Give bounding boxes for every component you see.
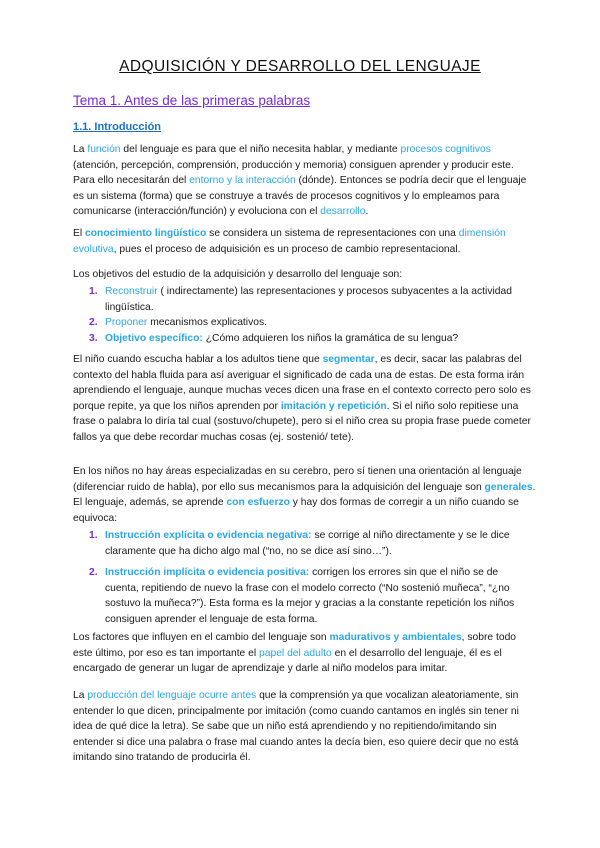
paragraph-factors: Los factores que influyen en el cambio del lenguaje son madurativos y ambientales, sobre todo este último, por eso es tan importante el papel del adulto en el desarrollo del lenguaje, él es el encargado de generar un lugar de aprendizaje y darle al niño modelos para imitar. [73, 632, 517, 674]
section-heading: Tema 1. Antes de las primeras palabras [73, 93, 311, 108]
objectives-list [73, 284, 523, 346]
list-item: 2. Instrucción implícita o evidencia positiva: corrigen los errores sin que el niño se de cuenta, repitiendo de nuevo la frase con el modelo correcto (“No sostenió muñeca”, “¿no sostuvo la muñeca?”). Esta forma es la mejor y gracias a la constante repetición los niños consiguen aprender el lenguaje de esta forma. [89, 567, 515, 625]
paragraph-objectives-intro: Los objetivos del estudio de la adquisición y desarrollo del lenguaje son: [73, 269, 403, 280]
list-item: 1. Reconstruir ( indirectamente) las representaciones y procesos subyacentes a la actividad lingüística. [89, 286, 512, 313]
list-item: 3. Objetivo específico: ¿Cómo adquieren los niños la gramática de su lengua? [89, 332, 459, 344]
paragraph-linguistic-knowledge: El conocimiento lingüístico se considera un sistema de representaciones con una dimensión evolutiva, pues el proceso de adquisición es un proceso de cambio representacional. [73, 228, 506, 255]
list-item: 1. Instrucción explícita o evidencia negativa: se corrige al niño directamente y se le dice claramente que ha dicho algo mal (“no, no se dice así sino…”). [89, 530, 510, 557]
document-title: ADQUISICIÓN Y DESARROLLO DEL LENGUAJE [119, 58, 481, 75]
paragraph-segmentation: El niño cuando escucha hablar a los adultos tiene que segmentar, es decir, sacar las palabras del contexto del habla fluida para así averiguar el significado de cada una de estas. De esta forma irán aprendiendo el lenguaje, aunque muchas veces dicen una frase en el contexto correcto pero solo es porque repite, ya que los niños aprenden por imitación y repetición. Si el niño solo repitiese una frase o palabra lo diría tal cual (sostuvo/chupete), pero si el niño crea su propia frase puede cometer fallos ya que debe recordar muchas cosas (ej. sostenió/ tete). [73, 354, 531, 443]
paragraph-brain-areas: En los niños no hay áreas especializadas en su cerebro, pero sí tienen una orientación al lenguaje (diferenciar ruido de habla), por ello sus mecanismos para la adquisición del lenguaje son generales. El lenguaje, además, se aprende con esfuerzo y hay dos formas de corregir a un niño cuando se equivoca: [73, 466, 536, 524]
subsection-heading: 1.1. Introducción [73, 121, 162, 133]
correction-list [73, 528, 523, 627]
paragraph-production: La producción del lenguaje ocurre antes que la comprensión ya que vocalizan aleatoriamente, sin entender lo que dicen, principalmente por imitación (como cuando cantamos en inglés sin tener ni idea de qué dice la letra). Se sabe que un niño está aprendiendo y no repitiendo/imitando sin entender si dice una palabra o frase mal cuando antes la decía bien, eso quiere decir que no está imitando sino tratando de producirla él. [73, 690, 519, 763]
list-item: 2. Proponer mecanismos explicativos. [89, 317, 267, 328]
paragraph-function: La función del lenguaje es para que el niño necesita hablar, y mediante procesos cognitivos (atención, percepción, comprensión, producción y memoria) consiguen aprender y producir este. Para ello necesitarán del entorno y la interacción (dónde). Entonces se podría decir que el lenguaje es un sistema (forma) que se construye a través de procesos cognitivos y lo empleamos para comunicarse (interacción/función) y evoluciona con el desarrollo. [73, 144, 527, 217]
